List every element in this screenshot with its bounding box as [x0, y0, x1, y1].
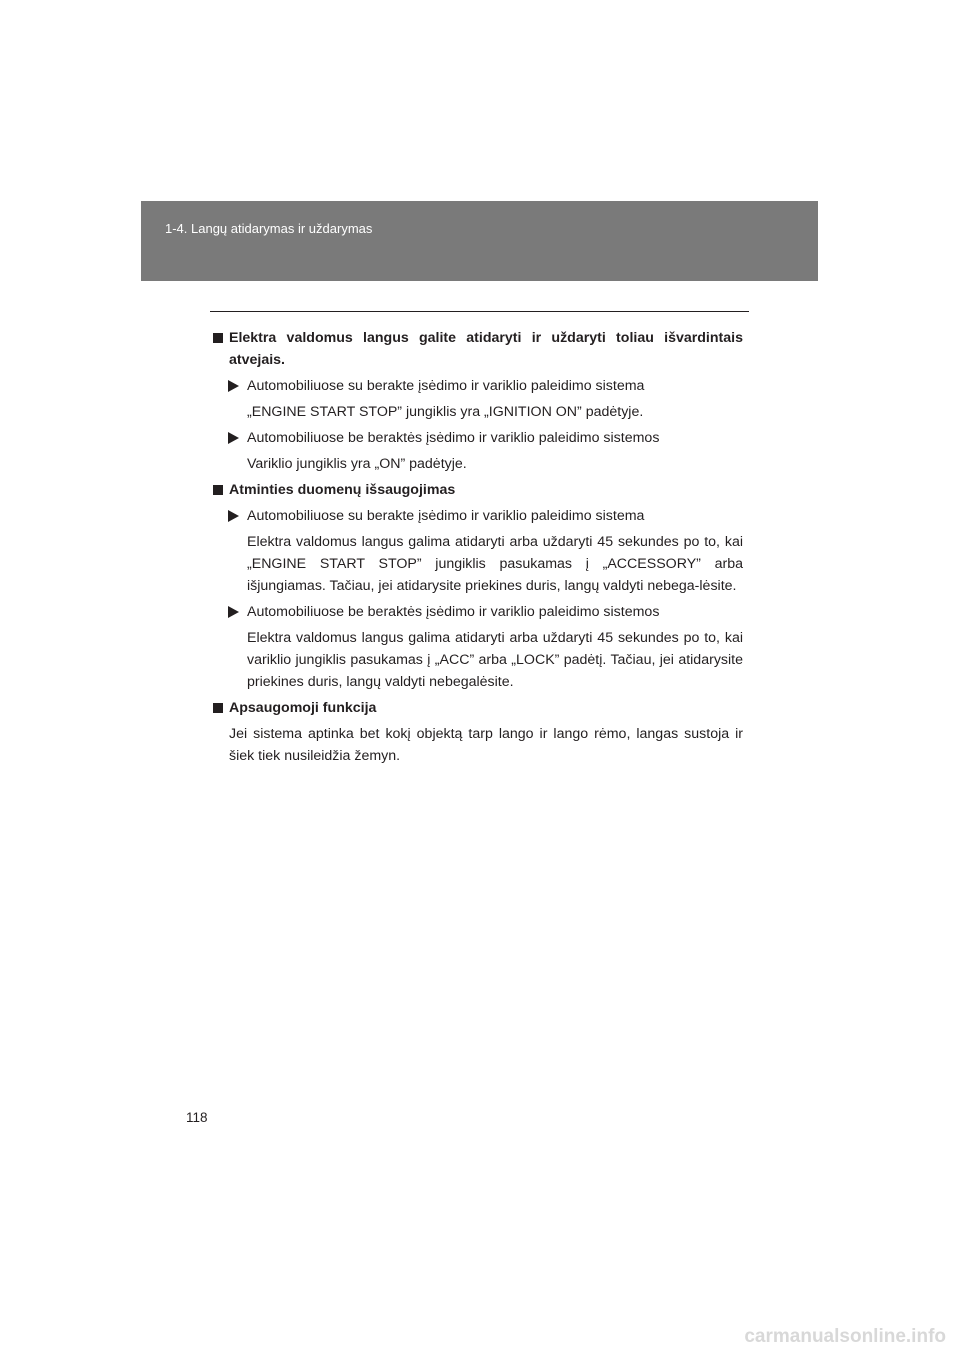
- square-bullet-icon: [213, 485, 223, 495]
- chapter-title: 1-4. Langų atidarymas ir uždarymas: [165, 221, 373, 236]
- top-rule: [210, 311, 749, 312]
- bullet-smart-key: Automobiliuose su berakte įsėdimo ir variklio paleidimo sistema: [213, 505, 743, 527]
- watermark-text: carmanualsonline.info: [744, 1326, 946, 1347]
- bullet-no-smart-key: Automobiliuose be beraktės įsėdimo ir variklio paleidimo sistemos: [213, 427, 743, 449]
- chapter-header-band: [141, 201, 818, 281]
- section-heading-memory: Atminties duomenų išsaugojimas: [213, 479, 743, 501]
- bullet-smart-key: Automobiliuose su berakte įsėdimo ir variklio paleidimo sistema: [213, 375, 743, 397]
- bullet-text: Elektra valdomus langus galima atidaryti arba uždaryti 45 sekundes po to, kai „ENGINE START STOP” jungiklis pasukamas į „ACCESSORY” arba išjungiamas. Tačiau, jei atidarysite priekines duris, langų valdyti nebega-lėsite.: [247, 534, 743, 594]
- page-number: 118: [186, 1110, 208, 1125]
- triangle-bullet-icon: [228, 606, 239, 618]
- main-content: [213, 327, 743, 767]
- bullet-text: Elektra valdomus langus galima atidaryti arba uždaryti 45 sekundes po to, kai variklio jungiklis pasukamas į „ACC” arba „LOCK” padėtį. Tačiau, jei atidarysite priekines duris, langų valdyti nebegalėsite.: [247, 630, 743, 690]
- bullet-text: Variklio jungiklis yra „ON” padėtyje.: [247, 456, 467, 472]
- square-bullet-icon: [213, 703, 223, 713]
- triangle-bullet-icon: [228, 510, 239, 522]
- section-heading-windows-operation: Elektra valdomus langus galite atidaryti ir uždaryti toliau išvardintais atvejais.: [213, 327, 743, 371]
- triangle-bullet-icon: [228, 380, 239, 392]
- bullet-text: „ENGINE START STOP” jungiklis yra „IGNITION ON” padėtyje.: [247, 404, 644, 420]
- triangle-bullet-icon: [228, 432, 239, 444]
- bullet-no-smart-key: Automobiliuose be beraktės įsėdimo ir variklio paleidimo sistemos: [213, 601, 743, 623]
- section-heading-protection: Apsaugomoji funkcija: [213, 697, 743, 719]
- square-bullet-icon: [213, 333, 223, 343]
- section-body-text: Jei sistema aptinka bet kokį objektą tarp lango ir lango rėmo, langas sustoja ir šiek tiek nusileidžia žemyn.: [229, 726, 743, 764]
